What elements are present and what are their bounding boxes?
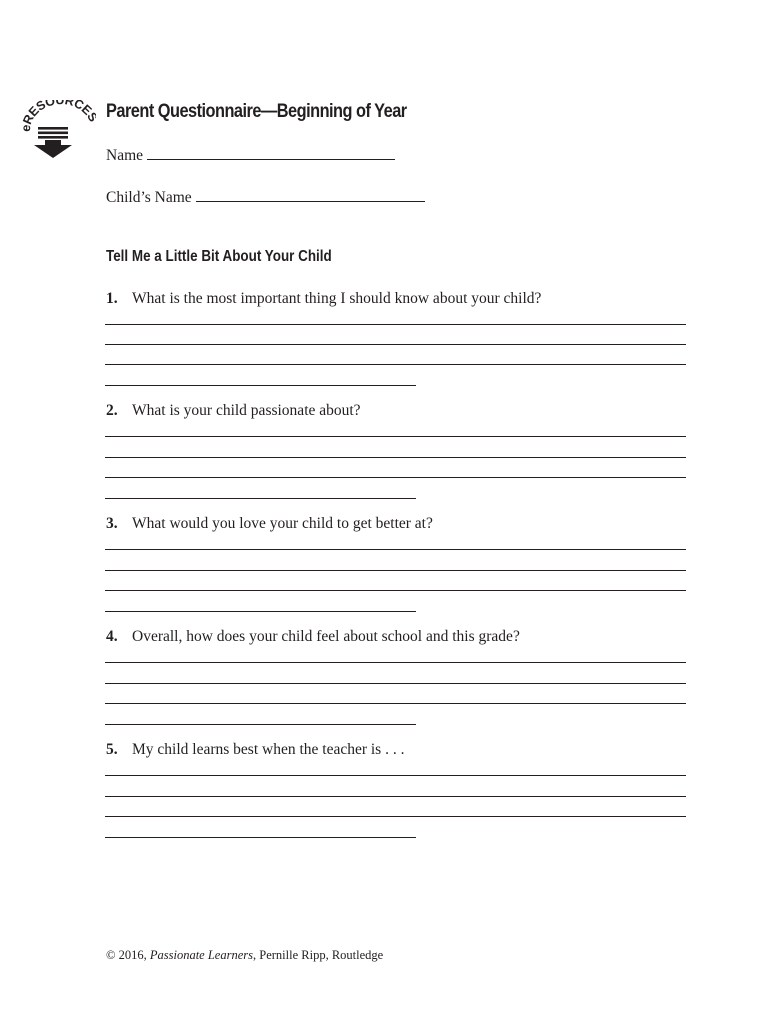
answer-line[interactable] (105, 703, 686, 704)
question-1 (106, 290, 541, 308)
answer-line[interactable] (105, 590, 686, 591)
answer-line[interactable] (105, 796, 686, 797)
name-field-label: Name (106, 147, 144, 164)
question-text: What is your child passionate about? (132, 402, 361, 419)
answer-line[interactable] (105, 457, 686, 458)
answer-line[interactable] (105, 436, 686, 437)
question-text: My child learns best when the teacher is . . . (132, 741, 405, 758)
answer-line[interactable] (105, 344, 686, 345)
answer-line[interactable] (105, 549, 686, 550)
question-number: 2. (106, 402, 118, 419)
answer-line[interactable] (105, 364, 686, 365)
answer-line[interactable] (105, 816, 686, 817)
footer-author-publisher: , Pernille Ripp, Routledge (253, 948, 384, 962)
name-field-blank[interactable] (147, 158, 395, 160)
answer-line[interactable] (105, 324, 686, 325)
question-4 (106, 628, 520, 646)
child-name-field-blank[interactable] (196, 200, 425, 202)
answer-line[interactable] (105, 662, 686, 663)
question-2 (106, 402, 361, 420)
answer-line[interactable] (105, 570, 686, 571)
question-text: Overall, how does your child feel about school and this grade? (132, 628, 520, 645)
question-text: What would you love your child to get better at? (132, 515, 433, 532)
answer-line[interactable] (105, 837, 416, 838)
child-name-field-label: Child’s Name (106, 189, 192, 206)
svg-text:eRESOURCES: ESOURCE (25, 100, 95, 120)
footer-copyright (106, 948, 383, 963)
answer-line[interactable] (105, 477, 686, 478)
question-number: 4. (106, 628, 118, 645)
answer-line[interactable] (105, 775, 686, 776)
footer-book-title: Passionate Learners (149, 948, 253, 962)
question-number: 5. (106, 741, 118, 758)
eresources-logo (22, 100, 96, 162)
question-number: 1. (106, 290, 118, 307)
answer-line[interactable] (105, 724, 416, 725)
section-heading: Tell Me a Little Bit About Your Child (106, 248, 332, 265)
name-field[interactable] (106, 147, 395, 165)
answer-line[interactable] (105, 385, 416, 386)
footer-copyright-year: © 2016, (106, 948, 147, 962)
answer-line[interactable] (105, 611, 416, 612)
answer-line[interactable] (105, 683, 686, 684)
child-name-field[interactable] (106, 189, 425, 207)
question-3 (106, 515, 433, 533)
question-5 (106, 741, 404, 759)
question-number: 3. (106, 515, 118, 532)
answer-line[interactable] (105, 498, 416, 499)
question-text: What is the most important thing I should know about your child? (132, 290, 542, 307)
page-title: Parent Questionnaire—Beginning of Year (106, 101, 407, 122)
download-arrow-icon (22, 100, 96, 162)
